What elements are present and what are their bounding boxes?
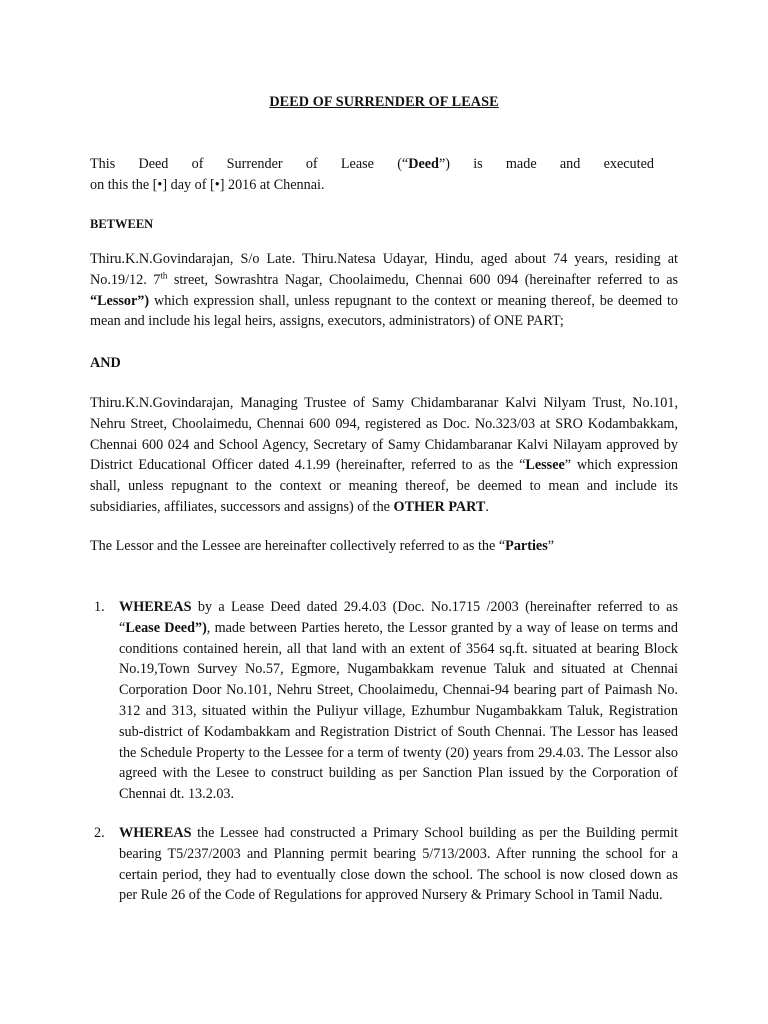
parties-paragraph: The Lessor and the Lessee are hereinafter collectively referred to as the “Parties” [90,538,555,554]
recital-item-2: 2. WHEREAS the Lessee had constructed a Primary School building as per the Building permit bearing T5/237/2003 and Planning permit bearing 5/713/2003. After running the school for a certain period, they had to eventually close down the school. The school is now closed down as per Rule 26 of the Code of Regulations for approved Nursery & Primary School in Tamil Nadu. [94,825,678,904]
intro-paragraph [90,154,678,196]
intro-line-2: on this the [•] day of [•] 2016 at Chennai. [90,176,325,193]
recital-item-1: 1. WHEREAS by a Lease Deed dated 29.4.03 (Doc. No.1715 /2003 (hereinafter referred to as “Lease Deed”), made between Parties hereto, the Lessor granted by a way of lease on terms and conditions contained herein, all that land with an extent of 3564 sq.ft. situated at bearing Block No.19,Town Survey No.57, Egmore, Nugambakkam revenue Taluk and situated at Chennai Corporation Door No.101, Nehru Street, Choolaimedu, Chennai-94 bearing part of Paimash No. 312 and 313, situated within the Puliyur village, Ezhumbur Nugambakkam Taluk, Registration sub-district of Kodambakkam and Registration District of South Chennai. The Lessor has leased the Schedule Property to the Lessee for a term of twenty (20) years from 29.4.03. The Lessor also agreed with the Lesee to construct building as per Sanction Plan issued by the Corporation of Chennai dt. 13.2.03. [94,599,678,803]
recital-number: 2. [94,825,105,841]
lessee-paragraph: Thiru.K.N.Govindarajan, Managing Trustee of Samy Chidambaranar Kalvi Nilyam Trust, No.101, Nehru Street, Choolaimedu, Chennai 600 094, registered as Doc. No.323/03 at SRO Kodambakkam, Chennai 600 024 and School Agency, Secretary of Samy Chidambaranar Kalvi Nilayam approved by District Educational Officer dated 4.1.99 (hereinafter, referred to as the “Lessee” which expression shall, unless repugnant to the context or meaning thereof, be deemed to mean and include its subsidiaries, affiliates, successors and assigns) of the OTHER PART. [90,395,678,515]
lessor-paragraph: Thiru.K.N.Govindarajan, S/o Late. Thiru.Natesa Udayar, Hindu, aged about 74 years, residing at No.19/12. 7th street, Sowrashtra Nagar, Choolaimedu, Chennai 600 094 (hereinafter referred to as “Lessor”) which expression shall, unless repugnant to the context or meaning thereof, be deemed to mean and include his legal heirs, assigns, executors, administrators) of ONE PART; [90,251,679,330]
recital-number: 1. [94,599,105,615]
document-title: DEED OF SURRENDER OF LEASE [269,94,499,110]
and-heading: AND [90,355,121,371]
between-heading: BETWEEN [90,217,154,231]
intro-line-1: This Deed of Surrender of Lease (“Deed”) is made and executed [90,156,654,172]
